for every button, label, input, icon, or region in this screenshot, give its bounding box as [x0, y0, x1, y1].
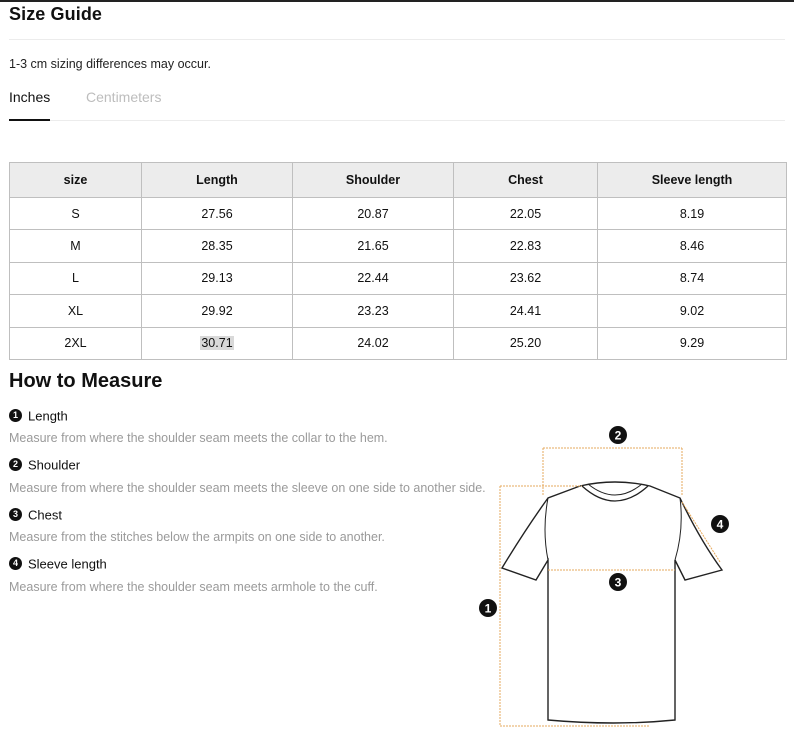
measure-label: Chest — [28, 507, 62, 523]
tshirt-outline — [502, 482, 722, 723]
table-cell: 9.02 — [598, 295, 787, 327]
highlighted-value: 30.71 — [201, 336, 233, 351]
table-cell: S — [10, 198, 142, 230]
table-cell: 27.56 — [142, 198, 293, 230]
table-cell: 23.23 — [293, 295, 454, 327]
tshirt-sleeve-seam-left — [545, 498, 548, 560]
measure-item-length — [9, 407, 68, 425]
number-4-icon: 4 — [9, 557, 22, 570]
table-cell: 8.19 — [598, 198, 787, 230]
number-2-icon: 2 — [9, 458, 22, 471]
table-row — [10, 327, 787, 359]
unit-tabs — [9, 89, 785, 121]
sleeve-guide-line — [682, 502, 720, 562]
table-cell: L — [10, 262, 142, 294]
table-row — [10, 230, 787, 262]
measure-label: Shoulder — [28, 457, 81, 473]
table-cell: 24.02 — [293, 327, 454, 359]
table-cell: 20.87 — [293, 198, 454, 230]
column-header-shoulder: Shoulder — [293, 163, 454, 198]
tab-inches[interactable]: Inches — [9, 89, 50, 121]
marker-4-label: 4 — [716, 517, 724, 532]
marker-3 — [609, 573, 627, 591]
table-cell — [142, 327, 293, 359]
table-cell: 9.29 — [598, 327, 787, 359]
marker-2 — [609, 426, 627, 444]
measure-label: Length — [28, 408, 68, 424]
column-header-sleeve-length: Sleeve length — [598, 163, 787, 198]
tshirt-collar-inner — [588, 484, 642, 495]
how-to-measure-title: How to Measure — [9, 370, 163, 392]
measure-description: Measure from where the shoulder seam meets armhole to the cuff. — [9, 580, 378, 594]
table-cell: 29.13 — [142, 262, 293, 294]
table-row — [10, 295, 787, 327]
table-cell: 22.05 — [454, 198, 598, 230]
marker-1-label: 1 — [484, 601, 492, 616]
size-table — [9, 162, 787, 360]
table-cell: 23.62 — [454, 262, 598, 294]
table-cell: 25.20 — [454, 327, 598, 359]
measure-item-sleeve-length — [9, 555, 107, 573]
measure-item-shoulder — [9, 456, 80, 474]
measure-label: Sleeve length — [28, 556, 107, 572]
measure-description: Measure from the stitches below the armpits on one side to another. — [9, 530, 385, 544]
table-row — [10, 262, 787, 294]
divider — [9, 39, 785, 40]
marker-3-label: 3 — [614, 575, 622, 590]
table-cell: 8.46 — [598, 230, 787, 262]
tshirt-measure-diagram — [470, 420, 770, 740]
guide-lines — [500, 448, 720, 726]
table-row — [10, 198, 787, 230]
table-cell: 28.35 — [142, 230, 293, 262]
table-cell: 21.65 — [293, 230, 454, 262]
marker-2-label: 2 — [614, 428, 622, 443]
number-3-icon: 3 — [9, 508, 22, 521]
measure-description: Measure from where the shoulder seam meets the sleeve on one side to another side. — [9, 481, 486, 495]
sizing-note: 1-3 cm sizing differences may occur. — [9, 57, 211, 71]
table-cell: M — [10, 230, 142, 262]
tshirt-sleeve-seam-right — [675, 498, 681, 560]
measure-item-chest — [9, 506, 62, 524]
column-header-size: size — [10, 163, 142, 198]
table-header-row — [10, 163, 787, 198]
marker-4 — [711, 515, 729, 533]
page-title: Size Guide — [9, 4, 103, 24]
table-cell: 24.41 — [454, 295, 598, 327]
table-cell: 22.83 — [454, 230, 598, 262]
table-cell: 2XL — [10, 327, 142, 359]
table-cell: 22.44 — [293, 262, 454, 294]
number-1-icon: 1 — [9, 409, 22, 422]
tshirt-collar — [582, 486, 648, 501]
top-border — [0, 0, 794, 2]
table-cell: XL — [10, 295, 142, 327]
tab-centimeters[interactable]: Centimeters — [86, 89, 162, 105]
table-cell: 29.92 — [142, 295, 293, 327]
measure-description: Measure from where the shoulder seam meets the collar to the hem. — [9, 431, 388, 445]
table-cell: 8.74 — [598, 262, 787, 294]
column-header-length: Length — [142, 163, 293, 198]
marker-1 — [479, 599, 497, 617]
column-header-chest: Chest — [454, 163, 598, 198]
